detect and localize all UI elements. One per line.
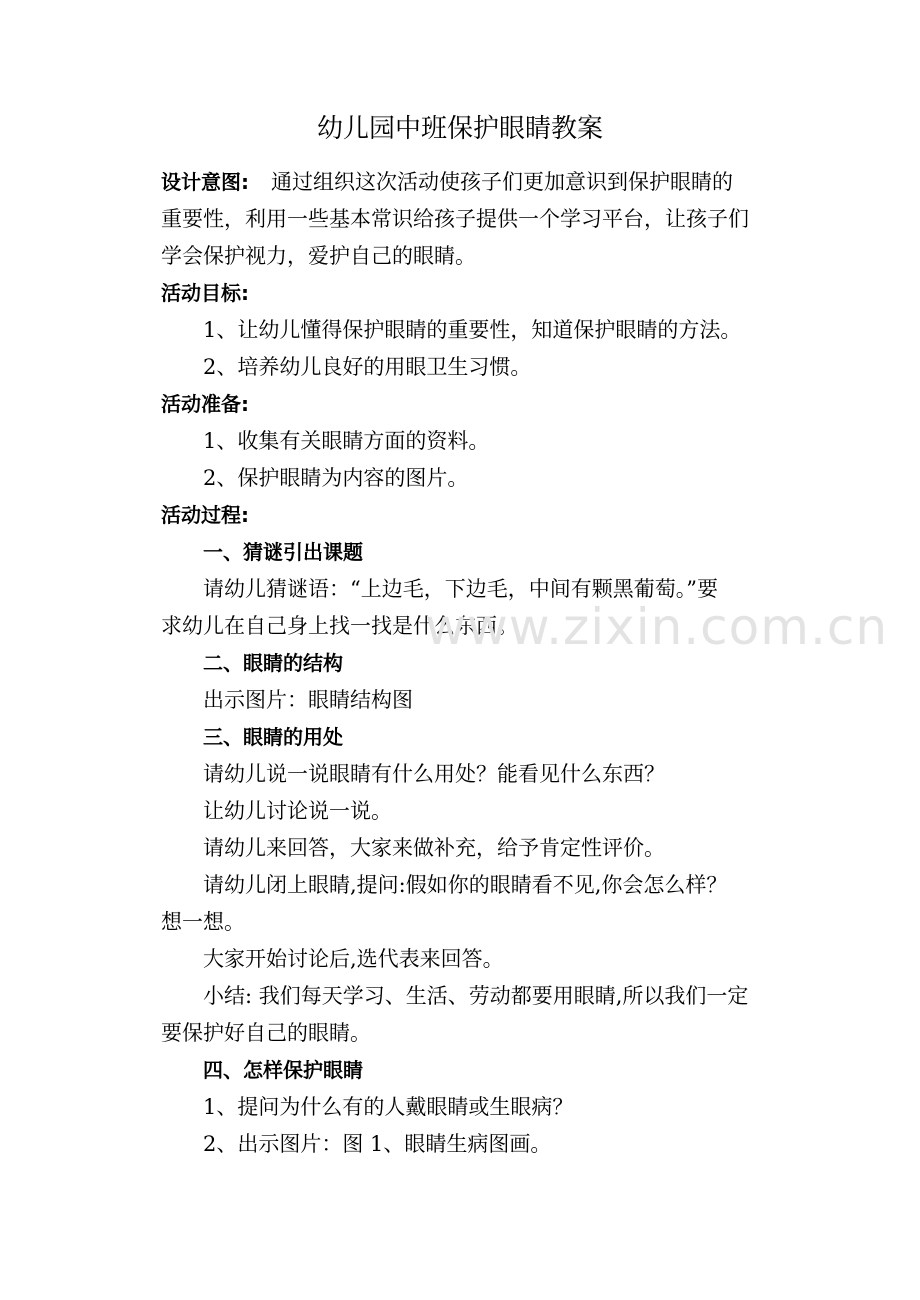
process-heading: 活动过程: bbox=[161, 503, 249, 527]
section-4-line: 1、提问为什么有的人戴眼睛或生眼病？ bbox=[203, 1095, 574, 1119]
watermark: www.zixin.com.cn bbox=[425, 598, 889, 656]
section-3-line: 请幼儿说一说眼睛有什么用处？能看见什么东西？ bbox=[203, 762, 665, 786]
document-body bbox=[161, 164, 763, 1163]
goal-item: 1、让幼儿懂得保护眼睛的重要性，知道保护眼睛的方法。 bbox=[203, 318, 742, 342]
section-1-heading: 一、猜谜引出课题 bbox=[203, 540, 363, 564]
section-2-heading: 二、眼睛的结构 bbox=[203, 651, 343, 675]
section-3-line: 让幼儿讨论说一说。 bbox=[203, 799, 392, 823]
design-intent-line-3: 学会保护视力，爱护自己的眼睛。 bbox=[161, 244, 476, 268]
preparation-heading: 活动准备: bbox=[161, 392, 249, 416]
design-intent-line-2: 重要性，利用一些基本常识给孩子提供一个学习平台，让孩子们 bbox=[161, 207, 749, 231]
preparation-item: 2、保护眼睛为内容的图片。 bbox=[203, 466, 469, 490]
section-3-summary-line: 小结: 我们每天学习、生活、劳动都要用眼睛,所以我们一定 bbox=[203, 984, 749, 1008]
design-intent-label: 设计意图: bbox=[161, 170, 249, 194]
section-3-heading: 三、眼睛的用处 bbox=[203, 725, 343, 749]
section-2-line: 出示图片：眼睛结构图 bbox=[203, 688, 413, 712]
section-1-line: 求幼儿在自己身上找一找是什么东西。 bbox=[161, 614, 518, 638]
section-3-line: 想一想。 bbox=[161, 910, 245, 934]
goal-item: 2、培养幼儿良好的用眼卫生习惯。 bbox=[203, 355, 532, 379]
design-intent-text: 通过组织这次活动使孩子们更加意识到保护眼睛的 bbox=[271, 170, 733, 194]
preparation-item: 1、收集有关眼睛方面的资料。 bbox=[203, 429, 490, 453]
section-4-heading: 四、怎样保护眼睛 bbox=[203, 1058, 363, 1082]
section-3-line: 请幼儿闭上眼睛,提问:假如你的眼睛看不见,你会怎么样？ bbox=[203, 873, 728, 897]
section-3-line: 大家开始讨论后,选代表来回答。 bbox=[203, 947, 504, 971]
design-intent-line-1 bbox=[161, 164, 763, 201]
section-3-summary-line: 要保护好自己的眼睛。 bbox=[161, 1021, 371, 1045]
section-4-line: 2、出示图片：图 1、眼睛生病图画。 bbox=[203, 1132, 552, 1156]
section-3-line: 请幼儿来回答，大家来做补充，给予肯定性评价。 bbox=[203, 836, 665, 860]
goals-heading: 活动目标: bbox=[161, 281, 249, 305]
document-title: 幼儿园中班保护眼睛教案 bbox=[316, 114, 603, 144]
section-1-line: 请幼儿猜谜语：“上边毛，下边毛，中间有颗黑葡萄。”要 bbox=[203, 577, 718, 601]
